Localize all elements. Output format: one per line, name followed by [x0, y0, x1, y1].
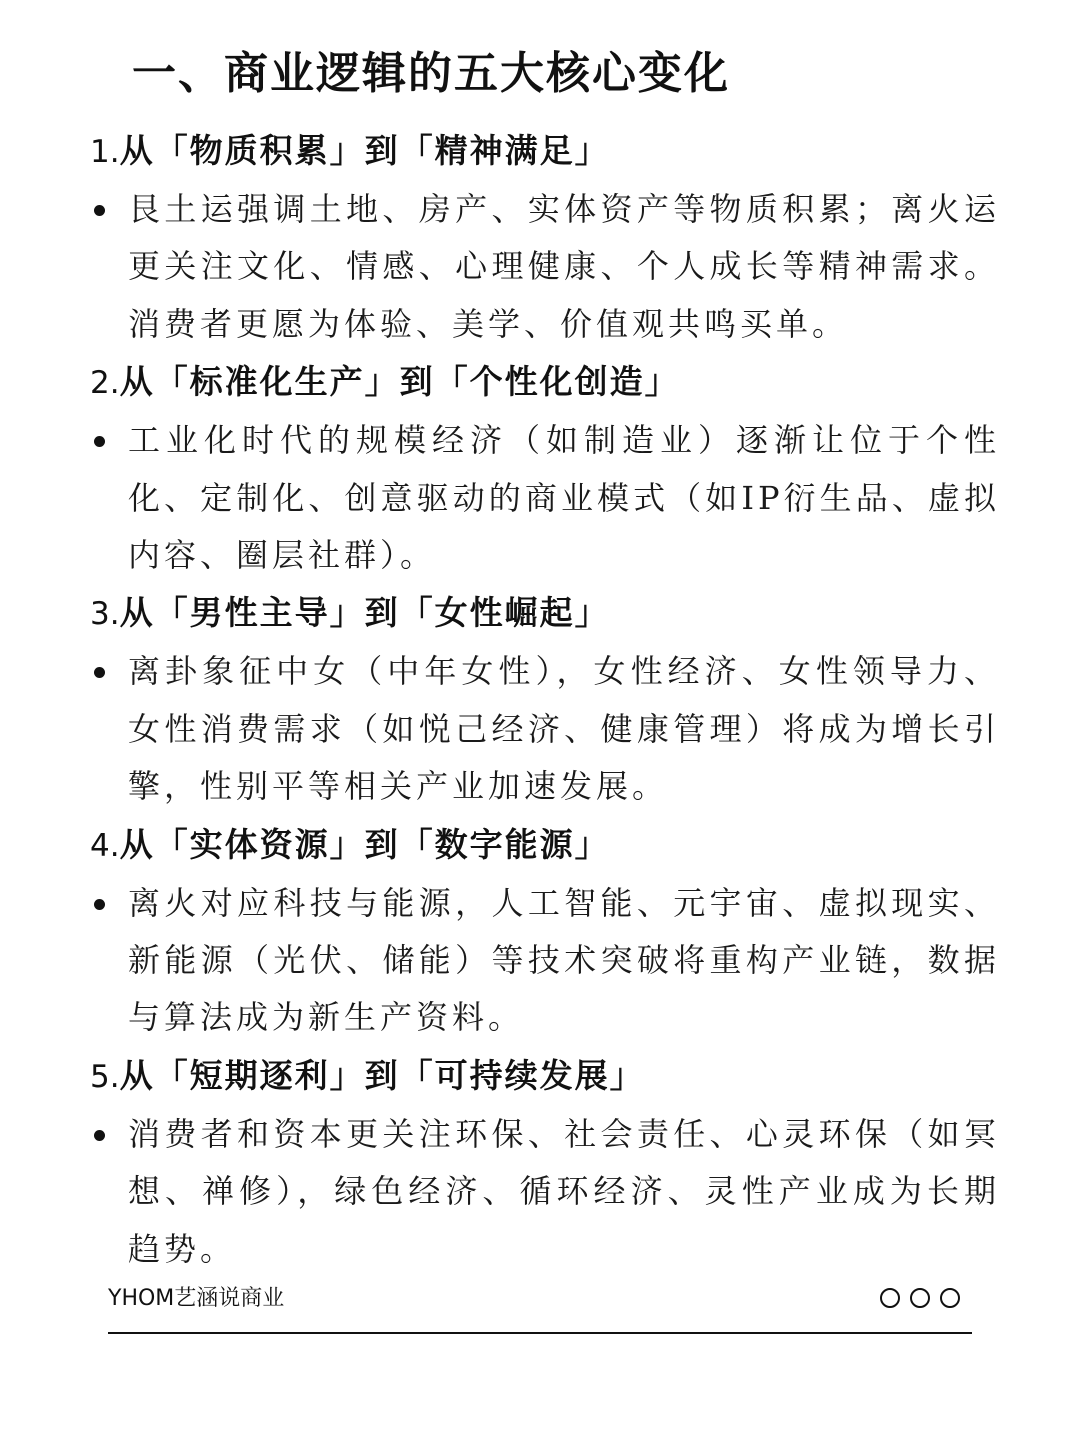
bullet-text: 消费者和资本更关注环保、社会责任、心灵环保（如冥想、禅修），绿色经济、循环经济、灵性产业成为长期趋势。 [128, 1114, 1000, 1268]
circle-icon [940, 1288, 960, 1308]
bullet-icon [94, 1130, 105, 1141]
section-heading [90, 584, 1000, 643]
section-heading-text: 从「物质积累」到「精神满足」 [119, 131, 610, 170]
section [90, 1047, 1000, 1278]
section-number: 2. [90, 365, 120, 402]
bullet-icon [94, 205, 105, 216]
footer-divider [108, 1332, 972, 1334]
section-heading-text: 从「实体资源」到「数字能源」 [119, 824, 610, 864]
bullet-icon [94, 899, 105, 910]
section-number: 1. [90, 134, 120, 170]
section-number: 5. [90, 1058, 120, 1095]
circle-icon [910, 1288, 930, 1308]
section-heading [90, 816, 1000, 875]
page-title: 一、商业逻辑的五大核心变化 [132, 48, 730, 99]
bullet-text: 离卦象征中女（中年女性），女性经济、女性领导力、女性消费需求（如悦己经济、健康管理）将成为增长引擎，性别平等相关产业加速发展。 [128, 652, 1000, 806]
bullet-item [90, 181, 1000, 353]
section-heading-text: 从「短期逐利」到「可持续发展」 [119, 1055, 645, 1095]
bullet-item [90, 1106, 1000, 1278]
circle-icon [880, 1288, 900, 1308]
section-heading [90, 1047, 1000, 1106]
footer-brand: YHOM艺涵说商业 [108, 1286, 285, 1311]
section [90, 122, 1000, 353]
bullet-item [90, 875, 1000, 1047]
section-number: 4. [90, 827, 120, 864]
bullet-item [90, 412, 1000, 584]
section [90, 816, 1000, 1047]
bullet-icon [94, 667, 105, 678]
section-heading-text: 从「男性主导」到「女性崛起」 [119, 593, 610, 633]
section-heading-text: 从「标准化生产」到「个性化创造」 [119, 362, 680, 402]
section [90, 584, 1000, 815]
content [90, 122, 1000, 1278]
bullet-item [90, 643, 1000, 815]
bullet-text: 离火对应科技与能源，人工智能、元宇宙、虚拟现实、新能源（光伏、储能）等技术突破将重构产业链，数据与算法成为新生产资料。 [128, 883, 1000, 1037]
bullet-icon [94, 436, 105, 447]
section-number: 3. [90, 596, 120, 633]
section [90, 353, 1000, 584]
section-heading [90, 353, 1000, 412]
page-dots-icon [880, 1288, 960, 1308]
bullet-text: 艮土运强调土地、房产、实体资产等物质积累；离火运更关注文化、情感、心理健康、个人成长等精神需求。消费者更愿为体验、美学、价值观共鸣买单。 [128, 190, 1000, 343]
section-heading [90, 122, 1000, 181]
bullet-text: 工业化时代的规模经济（如制造业）逐渐让位于个性化、定制化、创意驱动的商业模式（如IP衍生品、虚拟内容、圈层社群）。 [128, 421, 1000, 575]
